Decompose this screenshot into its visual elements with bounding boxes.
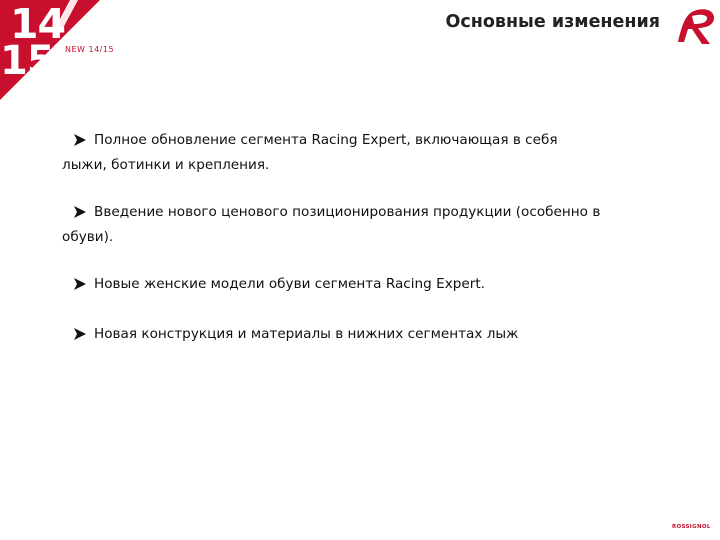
season-number-top: 14 bbox=[10, 0, 66, 48]
brand-footer-logo: ROSSIGNOL bbox=[672, 524, 711, 530]
season-label: NEW 14/15 bbox=[65, 45, 115, 54]
season-number-bottom: 15 bbox=[0, 38, 54, 84]
arrow-bullet-icon bbox=[72, 205, 88, 219]
bullet-item bbox=[62, 128, 602, 178]
bullet-text: Новая конструкция и материалы в нижних сегментах лыж bbox=[94, 326, 519, 342]
bullet-text: Новые женские модели обуви сегмента Racing Expert. bbox=[94, 276, 485, 292]
rossignol-r-logo-icon bbox=[672, 4, 718, 50]
bullet-item bbox=[62, 322, 602, 347]
arrow-bullet-icon bbox=[72, 327, 88, 341]
bullet-text: Полное обновление сегмента Racing Expert, включающая в себя лыжи, ботинки и крепления. bbox=[62, 132, 558, 173]
bullet-item bbox=[62, 272, 602, 297]
arrow-bullet-icon bbox=[72, 277, 88, 291]
slide-title: Основные изменения bbox=[445, 12, 660, 32]
bullet-item bbox=[62, 200, 602, 250]
arrow-bullet-icon bbox=[72, 133, 88, 147]
bullet-text: Введение нового ценового позиционирования продукции (особенно в обуви). bbox=[62, 204, 601, 245]
